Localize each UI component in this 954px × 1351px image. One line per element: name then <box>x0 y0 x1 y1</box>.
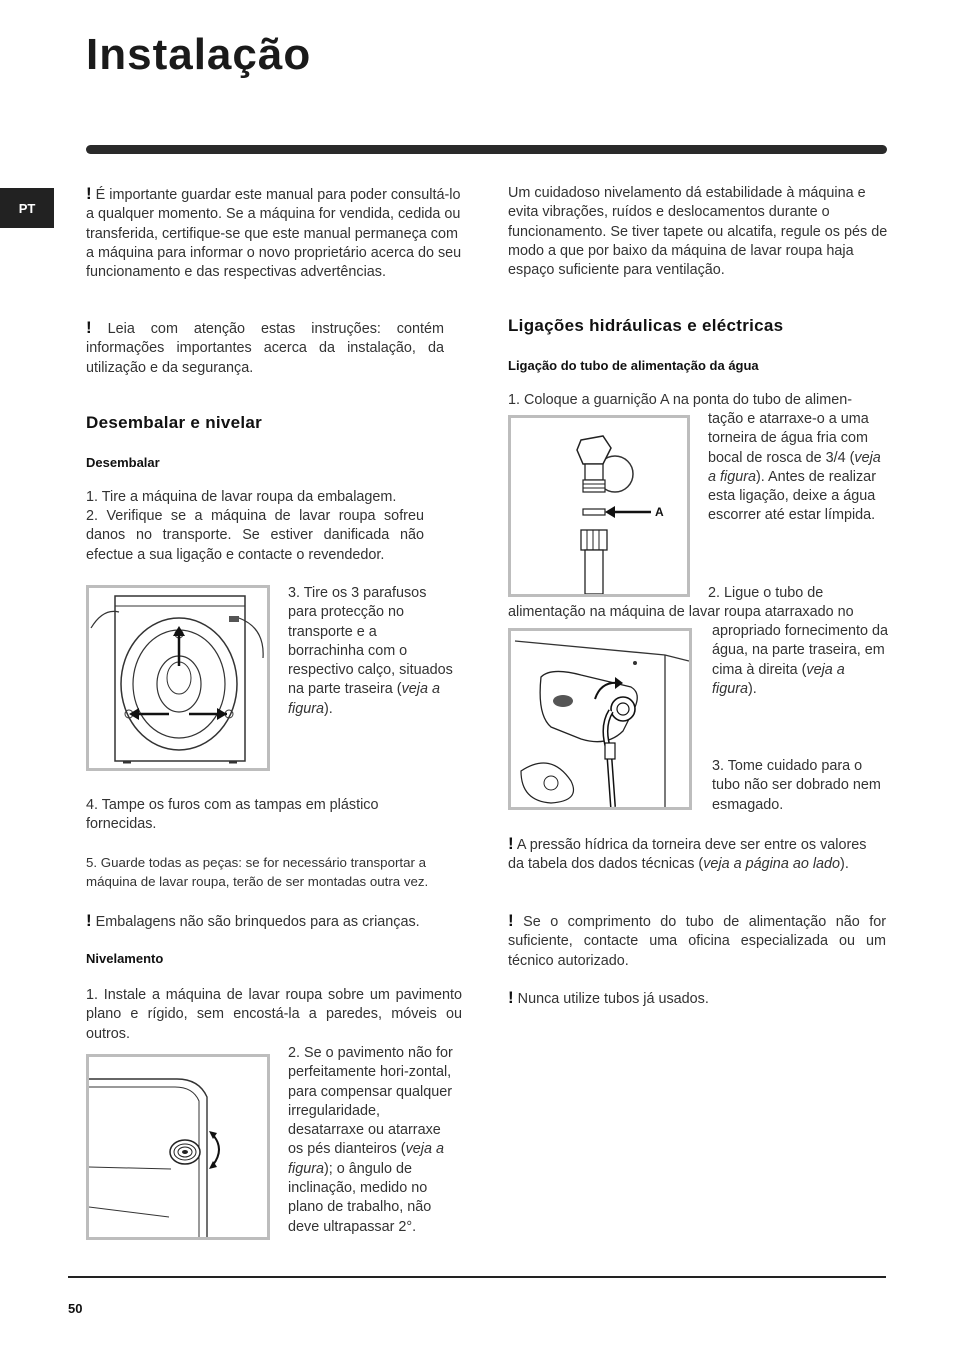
water-step-3: 3. Tome cuidado para o tubo não ser dobrado nem esmagado. <box>712 758 881 813</box>
page-number: 50 <box>68 1301 83 1316</box>
warning-icon: ! <box>508 911 514 930</box>
unpack-step-4: 4. Tampe os furos com as tampas em plástico fornecidas. <box>86 797 379 833</box>
figure-machine-inlet <box>508 628 692 810</box>
subheading-unpack: Desembalar <box>86 455 160 470</box>
warning-read-instructions: ! Leia com atenção estas instruções: contém informações importantes acerca da instalação, da utilização e da segurança. <box>86 318 444 376</box>
warning-icon: ! <box>86 184 92 203</box>
section-title-connections: Ligações hidráulicas e eléctricas <box>508 316 784 335</box>
warning-hose-length: ! Se o comprimento do tubo de alimentação não for suficiente, contacte uma oficina especializada ou um técnico autorizado. <box>508 911 887 969</box>
page-title: Instalação <box>86 30 312 79</box>
warning-icon: ! <box>508 988 514 1007</box>
footer-rule <box>68 1276 886 1278</box>
figure-reference: veja a figura <box>288 681 440 717</box>
water-step-1-line: 1. Coloque a guarnição A na ponta do tubo de alimen- <box>508 392 853 408</box>
page-reference: veja a página ao lado <box>703 856 841 873</box>
figure-tap-connection <box>508 415 690 597</box>
title-rule <box>86 145 887 154</box>
warning-icon: ! <box>508 834 514 853</box>
leveling-step-2: 2. Se o pavimento não for perfeitamente hori-zontal, para compensar qualquer irregularidade, desatarraxe ou atarraxe os pés dianteiros (veja a figura); o ângulo de inclinação, medido no plano de trabalho, não deve ultrapassar 2°. <box>288 1045 453 1235</box>
water-step-1: tação e atarraxe-o a uma torneira de água fria com bocal de rosca de 3/4 (veja a figura). Antes de realizar esta ligação, deixe a água escorrer até estar límpida. <box>708 411 881 524</box>
figure-leveling-feet <box>86 1054 270 1240</box>
unpack-step-5: 5. Guarde todas as peças: se for necessário transportar a máquina de lavar roupa, terão de ser montadas outra vez. <box>86 855 429 890</box>
leveling-step-1: 1. Instale a máquina de lavar roupa sobre um pavimento plano e rígido, sem encostá-la a paredes, móveis ou outros. <box>86 987 462 1042</box>
warning-icon: ! <box>86 911 92 930</box>
figure-reference: veja a figura <box>288 1141 444 1177</box>
figure-transport-screws <box>86 585 270 771</box>
figure-reference: veja a figura <box>712 661 845 697</box>
warning-packaging: ! Embalagens não são brinquedos para as crianças. <box>86 911 420 930</box>
water-step-2: apropriado fornecimento da água, na parte traseira, em cima à direita (veja a figura). <box>712 623 888 697</box>
unpack-step-2: 2. Verifique se a máquina de lavar roupa sofreu danos no transporte. Se estiver danificada não efectue a sua ligação e contacte o revendedor. <box>86 508 424 563</box>
warning-used-hoses: ! Nunca utilize tubos já usados. <box>508 988 709 1007</box>
figure-reference: veja a figura <box>708 449 881 485</box>
unpack-step-3: 3. Tire os 3 parafusos para protecção no transporte e a borrachinha com o respectivo calço, situados na parte traseira (veja a figura). <box>288 585 453 717</box>
subheading-leveling: Nivelamento <box>86 951 164 966</box>
machine-inlet-illustration <box>511 631 689 807</box>
warning-water-pressure: ! A pressão hídrica da torneira deve ser entre os valores da tabela dos dados técnicas (veja a página ao lado). <box>508 834 867 873</box>
washer-foot-illustration <box>89 1057 267 1237</box>
section-title-unpack-level: Desembalar e nivelar <box>86 413 263 432</box>
language-tab: PT <box>0 188 54 228</box>
gasket-label: A <box>655 505 664 519</box>
water-step-2-line1: 2. Ligue o tubo de <box>708 585 824 601</box>
washer-rear-illustration <box>89 588 267 768</box>
leveling-step-3: Um cuidadoso nivelamento dá estabilidade à máquina e evita vibrações, ruídos e deslocamentos durante o funcionamento. Se tiver tapete ou alcatifa, regule os pés de modo a que por baixo da máquina de lavar roupa haja espaço suficiente para ventilação. <box>508 185 888 279</box>
warning-keep-manual: ! É importante guardar este manual para poder consultá-lo a qualquer momento. Se a máquina for vendida, cedida ou transferida, certifique-se que este manual permaneça com a máquina para informar o novo proprietário acerca do seu funcionamento e das respectivas advertências. <box>86 184 462 281</box>
warning-icon: ! <box>86 318 92 337</box>
subheading-water-inlet: Ligação do tubo de alimentação da água <box>508 358 759 373</box>
water-step-2-line2: alimentação na máquina de lavar roupa atarraxado no <box>508 604 854 620</box>
unpack-step-1: 1. Tire a máquina de lavar roupa da embalagem. <box>86 489 397 505</box>
